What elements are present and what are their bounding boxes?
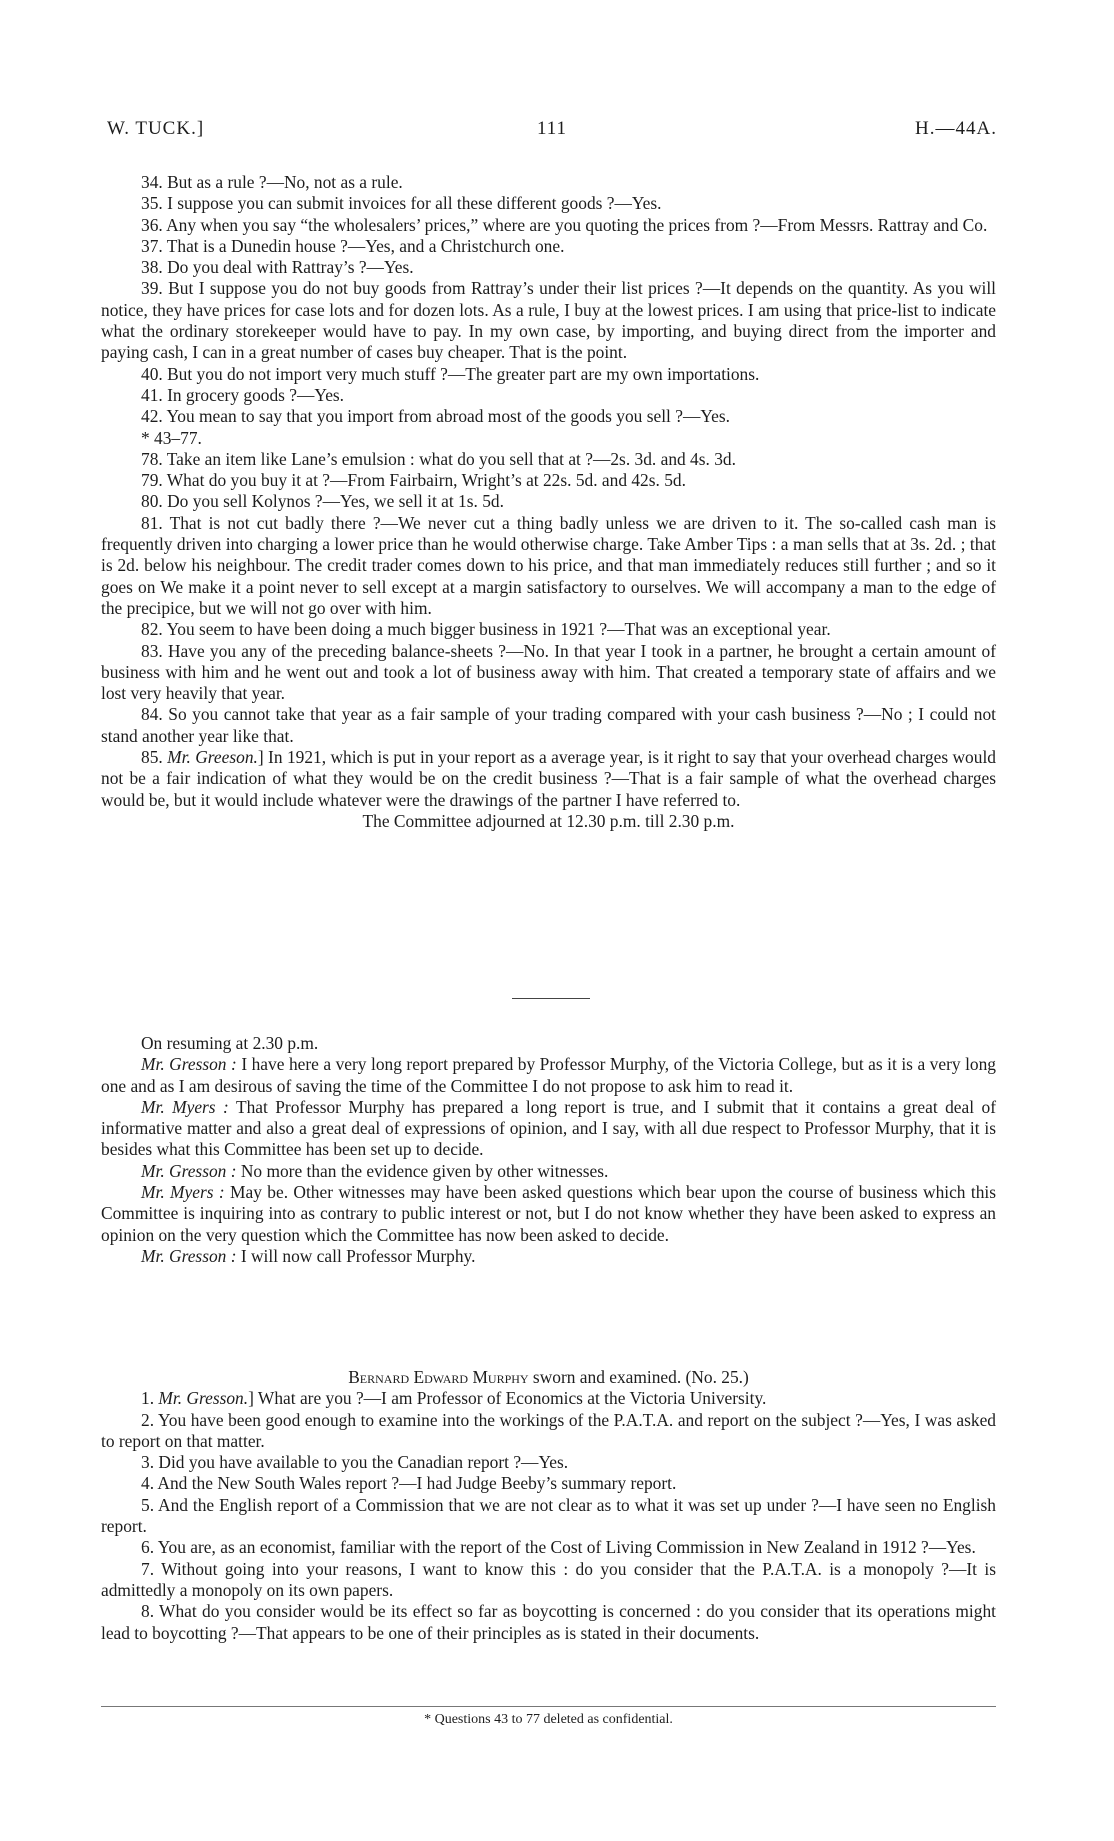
witness-examination-block <box>101 1367 996 1644</box>
footnote: * Questions 43 to 77 deleted as confidential. <box>424 1712 673 1727</box>
statement-gresson-3 <box>101 1246 996 1267</box>
witness-heading <box>101 1367 996 1388</box>
witness-question-2: 2. You have been good enough to examine into the workings of the P.A.T.A. and report on the subject ?—Yes, I was asked to report on that matter. <box>101 1409 996 1451</box>
question-82: 82. You seem to have been doing a much bigger business in 1921 ?—That was an exceptional year. <box>141 619 831 640</box>
witness-question-1 <box>101 1388 996 1409</box>
question-41: 41. In grocery goods ?—Yes. <box>141 384 345 405</box>
question-85 <box>101 747 996 811</box>
witness-question-6: 6. You are, as an economist, familiar with the report of the Cost of Living Commission in New Zealand in 1912 ?—Yes. <box>141 1537 976 1558</box>
witness-question-3: 3. Did you have available to you the Canadian report ?—Yes. <box>141 1452 569 1473</box>
section-divider <box>512 998 590 999</box>
statement-text: I have here a very long report prepared by Professor Murphy, of the Victoria College, but as it is a very long one and as I am desirous of saving the time of the Committee I do not propose to ask him to read it. <box>101 1054 996 1096</box>
question-85-text: ] In 1921, which is put in your report as a average year, is it right to say that your overhead charges would not be a fair indication of what they would be on the credit business ?—That is a fair sample of what the overhead charges would be, but it would include whatever were the drawings of the partner I have referred to. <box>101 747 996 810</box>
question-81: 81. That is not cut badly there ?—We never cut a thing badly unless we are driven to it. The so-called cash man is frequently driven into charging a lower price than he would otherwise charge. Take Amber Tips : a man sells that at 3s. 2d. ; that is 2d. below his neighbour. The credit trader comes down to his price, and that man immediately reduces still further ; and so it goes on We make it a point never to sell except at a margin satisfactory to ourselves. We will accompany a man to the edge of the precipice, but we will not go over with him. <box>101 512 996 618</box>
statement-speaker: Mr. Gresson : <box>141 1054 237 1075</box>
question-80: 80. Do you sell Kolynos ?—Yes, we sell it at 1s. 5d. <box>141 491 504 512</box>
statement-gresson-2 <box>101 1161 996 1182</box>
question-37: 37. That is a Dunedin house ?—Yes, and a Christchurch one. <box>141 235 565 256</box>
question-38: 38. Do you deal with Rattray’s ?—Yes. <box>141 257 414 278</box>
witness-question-1-text: ] What are you ?—I am Professor of Economics at the Victoria University. <box>248 1388 767 1409</box>
statement-myers-1 <box>101 1097 996 1161</box>
footnote-rule <box>101 1706 996 1707</box>
statement-text: No more than the evidence given by other witnesses. <box>236 1160 609 1181</box>
statement-speaker: Mr. Gresson : <box>141 1160 237 1181</box>
evidence-block-morning <box>101 172 996 832</box>
statement-text: I will now call Professor Murphy. <box>236 1245 476 1266</box>
question-40: 40. But you do not import very much stuff ?—The greater part are my own importations. <box>141 363 760 384</box>
statement-speaker: Mr. Myers : <box>141 1096 229 1117</box>
statement-speaker: Mr. Myers : <box>141 1182 225 1203</box>
statement-speaker: Mr. Gresson : <box>141 1245 237 1266</box>
question-85-number: 85. <box>141 747 163 768</box>
witness-name: Bernard Edward Murphy <box>348 1367 529 1387</box>
question-85-speaker: Mr. Greeson. <box>167 747 258 768</box>
witness-question-7: 7. Without going into your reasons, I want to know this : do you consider that the P.A.T.A. is a monopoly ?—It is admittedly a monopoly on its own papers. <box>101 1558 996 1600</box>
deleted-questions-marker: * 43–77. <box>141 427 202 448</box>
question-39: 39. But I suppose you do not buy goods from Rattray’s under their list prices ?—It depends on the quantity. As you will notice, they have prices for case lots and for dozen lots. As a rule, I buy at the lowest prices. I am using that price-list to indicate what the ordinary storekeeper would have to pay. In my own case, by importing, and buying direct from the importer and paying cash, I can in a great number of cases buy cheaper. That is the point. <box>101 278 996 363</box>
page-header <box>107 118 997 148</box>
witness-question-1-speaker: Mr. Gresson. <box>158 1388 249 1409</box>
adjournment-note: The Committee adjourned at 12.30 p.m. till 2.30 p.m. <box>362 810 735 831</box>
header-witness: W. TUCK.] <box>107 118 205 139</box>
question-84: 84. So you cannot take that year as a fair sample of your trading compared with your cash business ?—No ; I could not stand another year like that. <box>101 704 996 746</box>
statement-text: May be. Other witnesses may have been asked questions which bear upon the course of business which this Committee is inquiring into as contrary to public interest or not, but I do not know whether they have been asked to express an opinion on the very question which the Committee has now been asked to decide. <box>101 1182 997 1245</box>
question-79: 79. What do you buy it at ?—From Fairbairn, Wright’s at 22s. 5d. and 42s. 5d. <box>141 470 686 491</box>
header-paper-reference: H.—44A. <box>915 118 997 139</box>
question-78: 78. Take an item like Lane’s emulsion : what do you sell that at ?—2s. 3d. and 4s. 3d. <box>141 448 736 469</box>
witness-question-1-number: 1. <box>141 1388 155 1409</box>
statement-gresson-1 <box>101 1054 996 1097</box>
question-42: 42. You mean to say that you import from abroad most of the goods you sell ?—Yes. <box>141 406 730 427</box>
statement-myers-2 <box>101 1182 996 1246</box>
question-36: 36. Any when you say “the wholesalers’ prices,” where are you quoting the prices from ?—From Messrs. Rattray and Co. <box>141 214 988 235</box>
question-34: 34. But as a rule ?—No, not as a rule. <box>141 172 403 192</box>
witness-question-4: 4. And the New South Wales report ?—I had Judge Beeby’s summary report. <box>141 1473 677 1494</box>
resuming-note: On resuming at 2.30 p.m. <box>141 1033 319 1053</box>
witness-question-5: 5. And the English report of a Commission that we are not clear as to what it was set up under ?—I have seen no English report. <box>101 1494 996 1537</box>
statement-text: That Professor Murphy has prepared a long report is true, and I submit that it contains a great deal of informative matter and also a great deal of expressions of opinion, and I say, with all due respect to Professor Murphy, that it is besides what this Committee has been set up to decide. <box>101 1096 996 1160</box>
witness-question-8: 8. What do you consider would be its effect so far as boycotting is concerned : do you consider that its operations might lead to boycotting ?—That appears to be one of their principles as is stated in their documents. <box>101 1601 996 1643</box>
afternoon-session-block <box>101 1033 996 1267</box>
page-number: 111 <box>536 118 568 139</box>
witness-heading-rest: sworn and examined. (No. 25.) <box>528 1367 749 1387</box>
question-83: 83. Have you any of the preceding balance-sheets ?—No. In that year I took in a partner, he brought a certain amount of business with him and he went out and took a lot of business away with him. That created a temporary state of affairs and we lost very heavily that year. <box>101 640 996 704</box>
question-35: 35. I suppose you can submit invoices for all these different goods ?—Yes. <box>141 193 662 214</box>
